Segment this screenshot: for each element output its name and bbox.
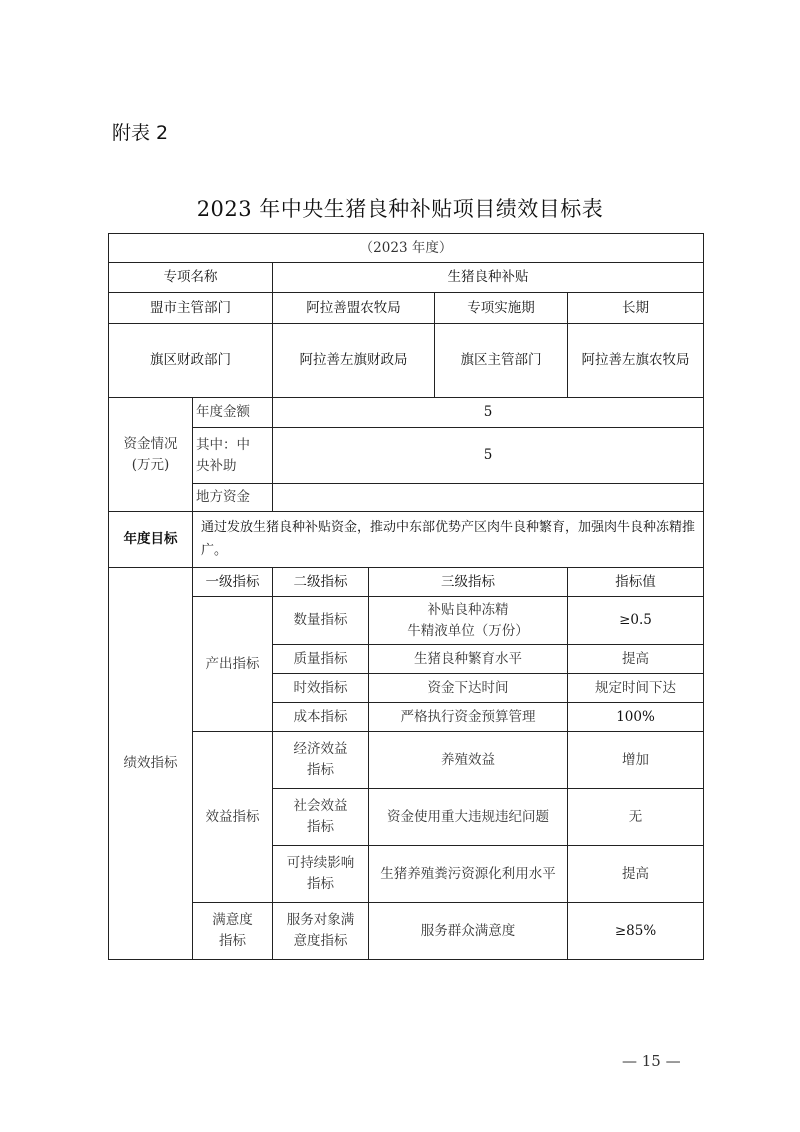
funds-annual-row	[109, 398, 704, 428]
value-cell: 规定时间下达	[568, 674, 704, 703]
period-value: 长期	[568, 293, 704, 324]
level2-line2: 指标	[307, 762, 334, 778]
project-label: 专项名称	[109, 263, 273, 293]
value-cell: ≥0.5	[568, 597, 704, 645]
banner-dept-label: 旗区主管部门	[435, 324, 568, 398]
banner-finance-label: 旗区财政部门	[109, 324, 273, 398]
level3-cell: 资金使用重大违规违纪问题	[369, 789, 568, 846]
page-number: — 15 —	[622, 1052, 681, 1070]
level3-cell	[369, 597, 568, 645]
level3-cell: 生猪养殖粪污资源化利用水平	[369, 846, 568, 903]
level2-line1: 经济效益	[293, 741, 348, 758]
level2-cell: 成本指标	[273, 703, 369, 732]
level3-cell: 服务群众满意度	[369, 903, 568, 960]
level2-cell	[273, 903, 369, 960]
benefit-indicator-label: 效益指标	[193, 732, 273, 903]
document-title: 2023 年中央生猪良种补贴项目绩效目标表	[196, 197, 604, 221]
value-cell: 提高	[568, 846, 704, 903]
table-row	[109, 732, 704, 789]
level2-cell	[273, 732, 369, 789]
level2-cell: 质量指标	[273, 645, 369, 674]
funds-local-label: 地方资金	[193, 484, 273, 512]
header-level2: 二级指标	[273, 568, 369, 597]
level1-line1: 满意度	[212, 912, 253, 929]
level2-cell	[273, 846, 369, 903]
table-row	[109, 597, 704, 645]
funds-label-line1: 资金情况	[123, 435, 178, 452]
project-value: 生猪良种补贴	[273, 263, 704, 293]
funds-local-value	[273, 484, 704, 512]
banner-dept-row	[109, 324, 704, 398]
year-cell: （2023 年度）	[109, 234, 704, 263]
level1-line2: 指标	[219, 933, 246, 949]
level3-cell: 资金下达时间	[369, 674, 568, 703]
level3-cell: 养殖效益	[369, 732, 568, 789]
level3-line2: 牛精液单位（万份）	[407, 622, 529, 639]
funds-annual-label: 年度金额	[193, 398, 273, 428]
level3-cell: 生猪良种繁育水平	[369, 645, 568, 674]
level2-cell: 数量指标	[273, 597, 369, 645]
header-level3: 三级指标	[369, 568, 568, 597]
funds-central-label	[193, 428, 273, 484]
funds-central-value: 5	[273, 428, 704, 484]
funds-annual-value: 5	[273, 398, 704, 428]
level2-cell: 时效指标	[273, 674, 369, 703]
banner-finance-value: 阿拉善左旗财政局	[273, 324, 435, 398]
funds-central-label-line2: 央补助	[196, 457, 237, 474]
value-cell: ≥85%	[568, 903, 704, 960]
level2-line1: 可持续影响	[286, 855, 355, 872]
project-row	[109, 263, 704, 293]
header-level1: 一级指标	[193, 568, 273, 597]
funds-label	[109, 398, 193, 512]
indicator-header-row	[109, 568, 704, 597]
output-indicator-label: 产出指标	[193, 597, 273, 732]
indicators-label: 绩效指标	[109, 568, 193, 960]
annual-goal-label: 年度目标	[109, 512, 193, 568]
satisfaction-indicator-label	[193, 903, 273, 960]
banner-dept-value: 阿拉善左旗农牧局	[568, 324, 704, 398]
level2-line1: 社会效益	[293, 798, 348, 815]
funds-central-row	[109, 428, 704, 484]
league-dept-row	[109, 293, 704, 324]
level3-line1: 补贴良种冻精	[427, 601, 509, 618]
level3-cell: 严格执行资金预算管理	[369, 703, 568, 732]
annex-label: 附表 2	[112, 122, 169, 144]
level2-line2: 指标	[307, 876, 334, 892]
level2-cell	[273, 789, 369, 846]
league-dept-label: 盟市主管部门	[109, 293, 273, 324]
table-row	[109, 903, 704, 960]
annual-goal-text: 通过发放生猪良种补贴资金，推动中东部优势产区肉牛良种繁育，加强肉牛良种冻精推广。	[193, 512, 704, 568]
value-cell: 增加	[568, 732, 704, 789]
period-label: 专项实施期	[435, 293, 568, 324]
level2-line1: 服务对象满	[286, 912, 355, 929]
funds-label-line2: (万元)	[131, 456, 170, 473]
level2-line2: 指标	[307, 819, 334, 835]
level2-line2: 意度指标	[293, 933, 348, 949]
value-cell: 无	[568, 789, 704, 846]
header-value: 指标值	[568, 568, 704, 597]
funds-local-row	[109, 484, 704, 512]
annual-goal-row	[109, 512, 704, 568]
value-cell: 提高	[568, 645, 704, 674]
performance-target-table	[108, 233, 704, 960]
funds-central-label-line1: 其中：中	[196, 436, 250, 453]
value-cell: 100%	[568, 703, 704, 732]
league-dept-value: 阿拉善盟农牧局	[273, 293, 435, 324]
year-row	[109, 234, 704, 263]
